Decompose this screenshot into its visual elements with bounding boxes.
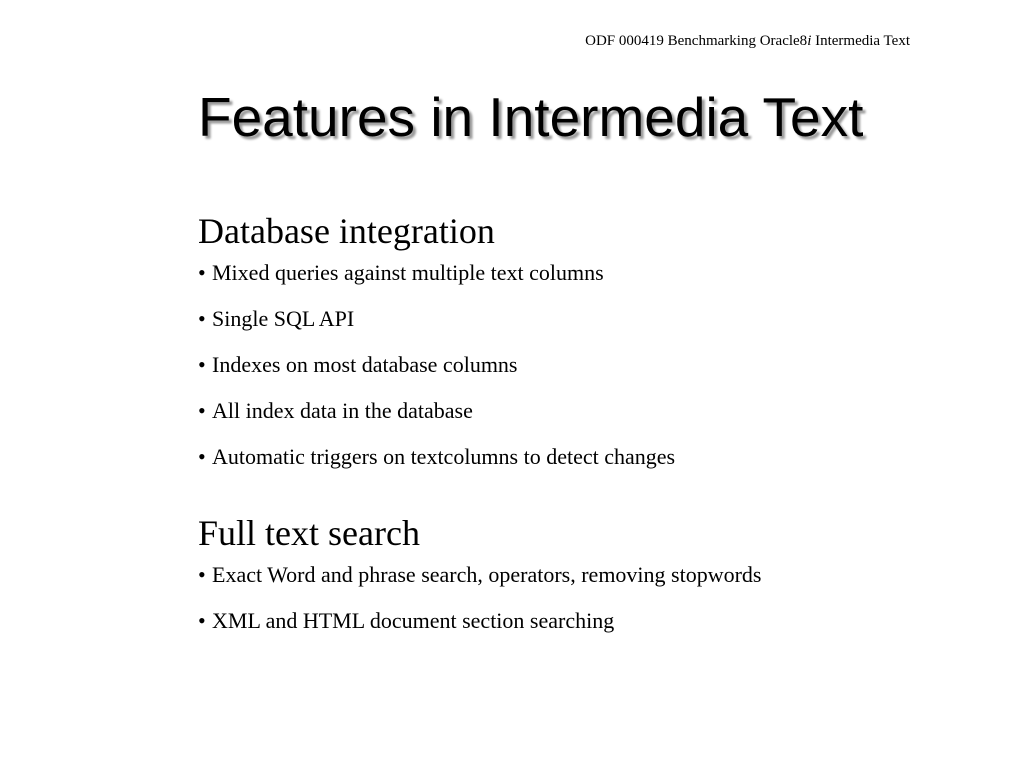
list-item (198, 398, 978, 424)
list-item (198, 306, 978, 332)
list-item-text: Exact Word and phrase search, operators, removing stopwords (212, 562, 762, 587)
bullet-icon: • (198, 608, 206, 633)
header-prefix: ODF 000419 Benchmarking Oracle8 (585, 33, 808, 49)
slide-header (585, 32, 910, 50)
list-item-text: Mixed queries against multiple text columns (212, 260, 604, 285)
list-item-text: Indexes on most database columns (212, 352, 518, 377)
list-item-text: Automatic triggers on textcolumns to detect changes (212, 444, 676, 469)
header-italic: i (807, 33, 812, 49)
bullet-list (198, 260, 978, 470)
section-database-integration (198, 210, 978, 470)
bullet-icon: • (198, 260, 206, 285)
list-item-text: Single SQL API (212, 306, 355, 331)
bullet-icon: • (198, 444, 206, 469)
section-full-text-search (198, 512, 978, 634)
list-item (198, 444, 978, 470)
list-item (198, 352, 978, 378)
list-item (198, 260, 978, 286)
list-item-text: All index data in the database (212, 398, 473, 423)
bullet-list (198, 562, 978, 634)
section-heading: Full text search (198, 513, 420, 553)
bullet-icon: • (198, 398, 206, 423)
list-item (198, 608, 978, 634)
bullet-icon: • (198, 306, 206, 331)
bullet-icon: • (198, 352, 206, 377)
header-suffix: Intermedia Text (811, 33, 910, 49)
bullet-icon: • (198, 562, 206, 587)
section-heading: Database integration (198, 211, 495, 251)
slide-title: Features in Intermedia Text (198, 86, 864, 148)
list-item-text: XML and HTML document section searching (212, 608, 615, 633)
list-item (198, 562, 978, 588)
